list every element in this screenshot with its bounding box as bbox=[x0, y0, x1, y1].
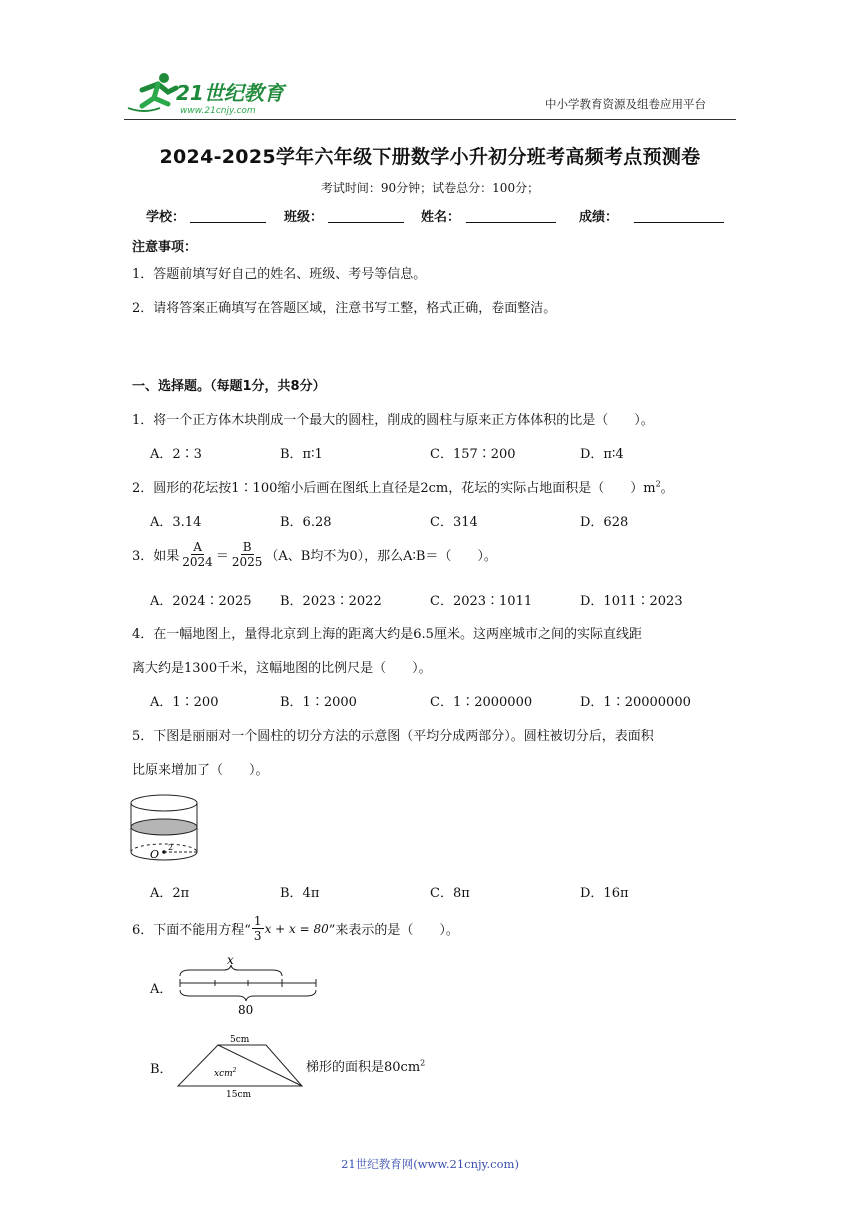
q2-sup: 2 bbox=[655, 479, 661, 489]
q6-option-b-label[interactable]: B． bbox=[150, 1062, 173, 1077]
trapezoid-top-label: 5cm bbox=[230, 1035, 250, 1045]
q4-option-c[interactable]: C．1∶2000000 bbox=[430, 695, 533, 710]
q6-frac-den: 3 bbox=[253, 929, 262, 943]
question-2 bbox=[132, 477, 674, 496]
score-blank[interactable] bbox=[634, 222, 724, 223]
q6-fraction bbox=[252, 914, 264, 943]
question-3 bbox=[132, 540, 497, 569]
q6-option-b-text bbox=[306, 1056, 425, 1075]
cylinder-center-label: O bbox=[150, 848, 160, 861]
q2-text: 2．圆形的花坛按1∶100缩小后画在图纸上直径是2cm，花坛的实际占地面积是（ ）m bbox=[132, 481, 656, 496]
cylinder-radius-label: 2 bbox=[168, 843, 174, 852]
school-label: 学校： bbox=[146, 210, 186, 225]
q2-option-a[interactable]: A．3.14 bbox=[150, 515, 202, 530]
exam-subtitle: 考试时间：90分钟；试卷总分：100分； bbox=[320, 181, 540, 195]
q6-b-sup: 2 bbox=[420, 1058, 426, 1068]
question-6 bbox=[132, 914, 459, 943]
q6-prefix: 6．下面不能用方程“ bbox=[132, 923, 251, 938]
q5-option-b[interactable]: B．4π bbox=[280, 886, 320, 901]
exam-title: 2024-2025学年六年级下册数学小升初分班考高频考点预测卷 bbox=[159, 146, 701, 168]
notice-title: 注意事项： bbox=[132, 240, 198, 255]
q6-b-text: 梯形的面积是80cm bbox=[306, 1060, 421, 1075]
logo-url: www.21cnjy.com bbox=[180, 106, 256, 116]
score-label: 成绩： bbox=[579, 210, 619, 225]
site-logo bbox=[124, 68, 294, 118]
q1-option-a[interactable]: A．2∶3 bbox=[150, 447, 202, 462]
question-1: 1．将一个正方体木块削成一个最大的圆柱，削成的圆柱与原来正方体体积的比是（ ）。 bbox=[132, 413, 654, 428]
header-divider bbox=[124, 119, 736, 120]
q3-option-b[interactable]: B．2023∶2022 bbox=[280, 594, 382, 609]
q3-frac1-num: A bbox=[193, 540, 202, 554]
q3-frac2-num: B bbox=[242, 540, 252, 554]
q2-end: 。 bbox=[660, 481, 674, 496]
q3-prefix: 3．如果 bbox=[132, 549, 180, 564]
q3-suffix: （A、B均不为0），那么A∶B＝（ ）。 bbox=[265, 549, 497, 564]
trapezoid-bottom-label: 15cm bbox=[226, 1090, 252, 1100]
q5-option-d[interactable]: D．16π bbox=[580, 886, 629, 901]
notice-item: 2．请将答案正确填写在答题区域，注意书写工整，格式正确，卷面整洁。 bbox=[132, 301, 557, 316]
q3-fraction-b bbox=[230, 540, 265, 569]
school-blank[interactable] bbox=[190, 222, 266, 223]
q2-option-c[interactable]: C．314 bbox=[430, 515, 478, 530]
q6-suffix: ”来表示的是（ ）。 bbox=[328, 923, 459, 938]
segment-diagram bbox=[176, 950, 320, 1020]
q1-option-b[interactable]: B．π∶1 bbox=[280, 447, 323, 462]
q5-option-a[interactable]: A．2π bbox=[150, 886, 190, 901]
q4-option-d[interactable]: D．1∶20000000 bbox=[580, 695, 691, 710]
q3-option-a[interactable]: A．2024∶2025 bbox=[150, 594, 252, 609]
q3-frac2-den: 2025 bbox=[231, 555, 263, 569]
q6-option-a-label[interactable]: A． bbox=[150, 982, 173, 997]
runner-logo-icon bbox=[128, 73, 176, 111]
q3-option-c[interactable]: C．2023∶1011 bbox=[430, 594, 533, 609]
class-label: 班级： bbox=[284, 210, 324, 225]
question-5-line-2: 比原来增加了（ ）。 bbox=[132, 763, 269, 778]
q1-option-d[interactable]: D．π∶4 bbox=[580, 447, 624, 462]
q6-frac-num: 1 bbox=[253, 914, 262, 928]
q5-option-c[interactable]: C．8π bbox=[430, 886, 470, 901]
q2-option-d[interactable]: D．628 bbox=[580, 515, 629, 530]
q4-option-b[interactable]: B．1∶2000 bbox=[280, 695, 357, 710]
notice-item: 1．答题前填写好自己的姓名、班级、考号等信息。 bbox=[132, 267, 427, 282]
class-blank[interactable] bbox=[328, 222, 404, 223]
question-4-line-1: 4．在一幅地图上，量得北京到上海的距离大约是6.5厘米。这两座城市之间的实际直线距 bbox=[132, 627, 642, 642]
q1-option-c[interactable]: C．157∶200 bbox=[430, 447, 516, 462]
q3-fraction-a bbox=[180, 540, 215, 569]
cylinder-figure bbox=[128, 790, 204, 866]
segment-bottom-label: 80 bbox=[238, 1003, 254, 1017]
question-4-line-2: 离大约是1300千米，这幅地图的比例尺是（ ）。 bbox=[132, 661, 432, 676]
q3-frac1-den: 2024 bbox=[182, 555, 213, 569]
q4-option-a[interactable]: A．1∶200 bbox=[150, 695, 219, 710]
q2-option-b[interactable]: B．6.28 bbox=[280, 515, 332, 530]
trapezoid-area-label: xcm$^2$ bbox=[214, 1067, 237, 1079]
name-blank[interactable] bbox=[466, 222, 556, 223]
question-5-line-1: 5．下图是丽丽对一个圆柱的切分方法的示意图（平均分成两部分）。圆柱被切分后，表面积 bbox=[132, 729, 654, 744]
page-footer[interactable]: 21世纪教育网(www.21cnjy.com) bbox=[341, 1157, 519, 1171]
q3-equals: ＝ bbox=[215, 549, 229, 564]
name-label: 姓名： bbox=[421, 210, 461, 225]
platform-label: 中小学教育资源及组卷应用平台 bbox=[545, 97, 706, 111]
trapezoid-figure bbox=[176, 1030, 306, 1100]
section-title: 一、选择题。（每题1分，共8分） bbox=[132, 379, 326, 394]
logo-text: 21世纪教育 bbox=[176, 81, 284, 105]
segment-top-label: x bbox=[227, 953, 234, 967]
q6-equation: x + x = 80 bbox=[264, 921, 329, 936]
q3-option-d[interactable]: D．1011∶2023 bbox=[580, 594, 683, 609]
